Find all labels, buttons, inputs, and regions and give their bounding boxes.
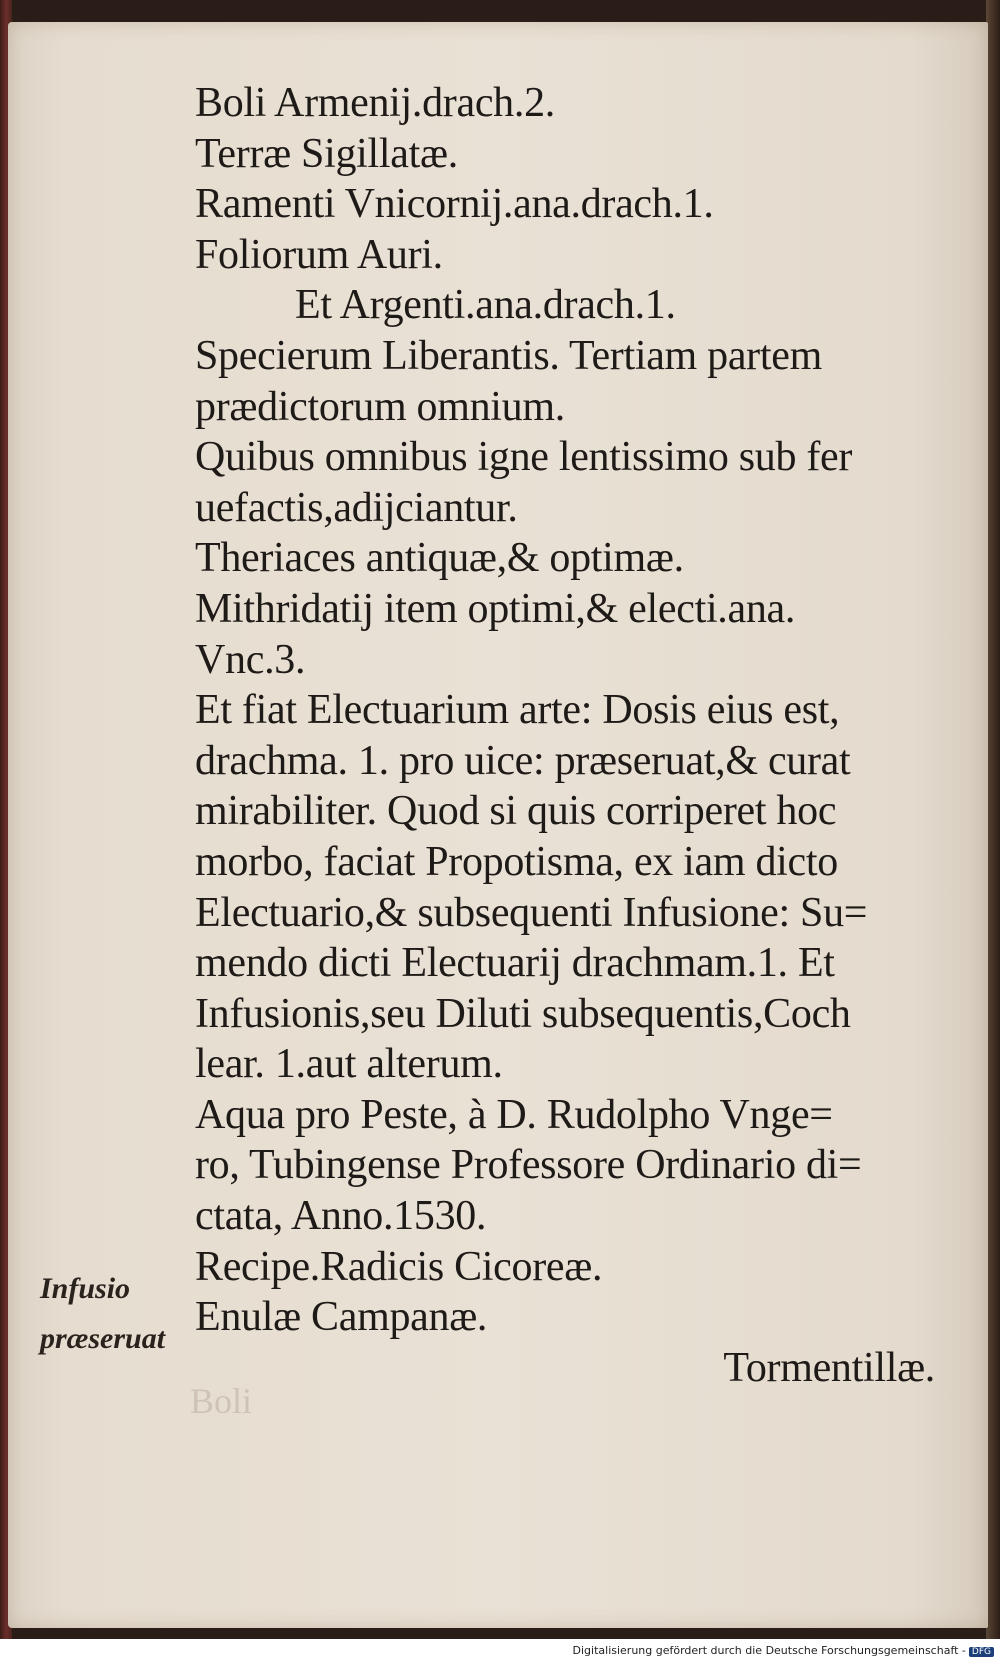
- text-line: Et fiat Electuarium arte: Dosis eius est,: [195, 687, 840, 734]
- text-line: Specierum Liberantis. Tertiam partem: [195, 332, 822, 379]
- text-line: Et Argenti.ana.drach.1.: [295, 282, 676, 329]
- show-through-text: Boli: [190, 1381, 253, 1421]
- text-line: morbo, faciat Propotisma, ex iam dicto: [195, 838, 838, 885]
- text-line: Enulæ Campanæ.: [195, 1294, 488, 1341]
- text-line: Mithridatij item optimi,& electi.ana.: [195, 585, 796, 632]
- text-line: drachma. 1. pro uice: præseruat,& curat: [195, 737, 851, 784]
- text-line: lear. 1.aut alterum.: [195, 1041, 503, 1088]
- text-line: Infusionis,seu Diluti subsequentis,Coch: [195, 990, 851, 1037]
- page-text: [195, 78, 955, 1393]
- dfg-logo: DFG: [969, 1647, 994, 1657]
- text-line: Ramenti Vnicornij.ana.drach.1.: [195, 181, 714, 228]
- catchword: Tormentillæ.: [723, 1344, 935, 1391]
- text-line: Foliorum Auri.: [195, 231, 443, 278]
- digitization-credit: [573, 1644, 994, 1657]
- text-line: mendo dicti Electuarij drachmam.1. Et: [195, 940, 835, 987]
- text-line: Quibus omnibus igne lentissimo sub fer: [195, 434, 853, 481]
- margin-note: præseruat: [40, 1322, 166, 1355]
- footer-band: [0, 1639, 1000, 1661]
- text-line: Electuario,& subsequenti Infusione: Su=: [195, 889, 868, 936]
- text-line: Terræ Sigillatæ.: [195, 130, 458, 177]
- text-line: mirabiliter. Quod si quis corriperet hoc: [195, 788, 837, 835]
- text-line: ctata, Anno.1530.: [195, 1193, 487, 1240]
- credit-text: Digitalisierung gefördert durch die Deutsche Forschungsgemeinschaft -: [572, 1644, 966, 1657]
- text-line: Boli Armenij.drach.2.: [195, 80, 555, 126]
- margin-note: Infusio: [40, 1272, 131, 1305]
- text-line: Vnc.3.: [195, 636, 306, 683]
- page-edge: [986, 0, 1000, 1661]
- text-line: prædictorum omnium.: [195, 383, 565, 430]
- text-line: ro, Tubingense Professore Ordinario di=: [195, 1142, 862, 1189]
- text-line: Aqua pro Peste, à D. Rudolpho Vnge=: [195, 1091, 833, 1138]
- text-line: Recipe.Radicis Cicoreæ.: [195, 1243, 603, 1290]
- text-line: uefactis,adijciantur.: [195, 484, 518, 531]
- text-line: Theriaces antiquæ,& optimæ.: [195, 535, 684, 582]
